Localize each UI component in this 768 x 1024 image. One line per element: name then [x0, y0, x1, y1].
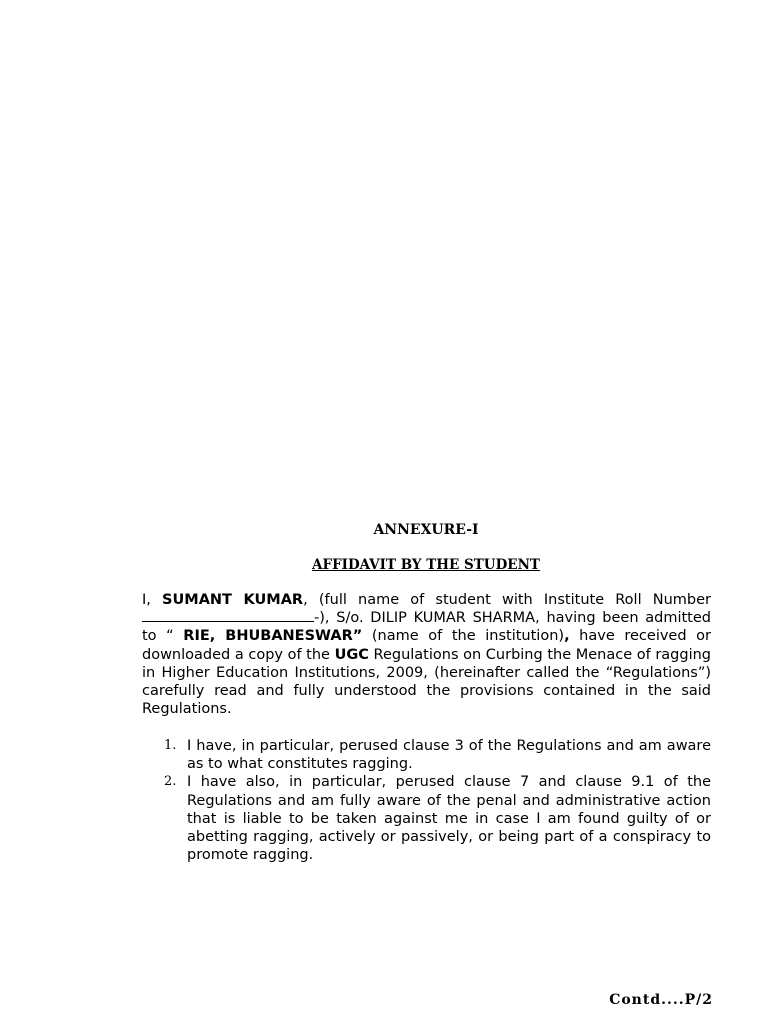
list-text: I have, in particular, perused clause 3 of the Regulations and am aware as to what constitutes ragging. [187, 738, 711, 773]
list-item [142, 773, 711, 864]
clause-list [142, 737, 711, 864]
intro-text-5: have received or downloaded a copy of the [142, 628, 711, 663]
intro-comma: , [564, 628, 570, 645]
intro-text-2: , (full name of student with Institute Roll Number [303, 592, 712, 608]
continued-note: Contd....P/2 [609, 992, 713, 1008]
annexure-heading: ANNEXURE-I [373, 522, 479, 538]
intro-text-6: Regulations on Curbing the Menace of ragging in Higher Education Institutions, 2009, (hereinafter called the “Regulations”) carefully read and fully understood the provisions contained in the said Regulations. [142, 646, 711, 718]
affidavit-title: AFFIDAVIT BY THE STUDENT [312, 557, 540, 573]
institution-name: RIE, BHUBANESWAR” [183, 628, 363, 645]
student-name: SUMANT KUMAR [162, 592, 304, 608]
ugc-label: UGC [334, 646, 369, 663]
intro-text-3: -), S/o. DILIP KUMAR SHARMA, having been admitted to “ [142, 610, 711, 645]
intro-text-4: (name of the institution) [362, 628, 565, 645]
list-number: 1. [164, 738, 177, 753]
roll-number-blank [142, 609, 314, 622]
list-number: 2. [164, 774, 177, 790]
declaration-paragraph [142, 591, 711, 718]
list-item [142, 737, 711, 773]
intro-text-1: I, [142, 592, 163, 608]
list-text: I have also, in particular, perused clause 7 and clause 9.1 of the Regulations and am fully aware of the penal and administrative action that is liable to be taken against me in case I am found guilty of or abetting ragging, actively or passively, or being part of a conspiracy to promote ragging. [187, 774, 711, 864]
